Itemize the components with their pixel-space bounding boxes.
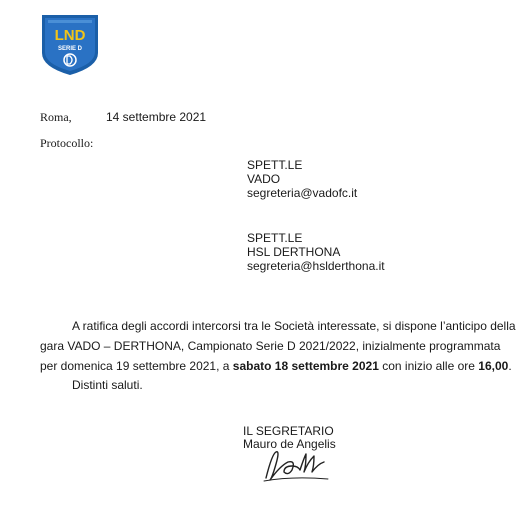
recipient-salutation: SPETT.LE: [247, 231, 303, 245]
body-line: A ratifica degli accordi intercorsi tra le Società interessate, si dispone l’anticipo della: [72, 319, 516, 333]
svg-text:SERIE D: SERIE D: [57, 46, 83, 52]
kickoff-time: 16,00: [478, 359, 509, 373]
recipient-salutation: SPETT.LE: [247, 158, 303, 172]
recipient-name: VADO: [247, 172, 281, 186]
body-text: con inizio alle ore: [378, 359, 479, 373]
new-date: sabato 18 settembre 2021: [232, 359, 379, 373]
handwritten-signature: [262, 448, 330, 484]
protocol-label: Protocollo:: [40, 136, 94, 150]
body-text: .: [508, 359, 512, 373]
letter-date: 14 settembre 2021: [106, 110, 207, 124]
closing-salutation: Distinti saluti.: [72, 378, 143, 392]
svg-text:LND: LND: [54, 27, 86, 44]
recipient-block: [247, 231, 385, 273]
recipient-block: [247, 158, 357, 200]
recipient-email: segreteria@vadofc.it: [247, 186, 358, 200]
lnd-serie-d-logo: [40, 13, 100, 77]
place-label: Roma,: [40, 110, 72, 124]
signatory-title: IL SEGRETARIO: [243, 424, 334, 438]
body-text: per domenica 19 settembre 2021, a: [40, 359, 233, 373]
signatory-name: Mauro de Angelis: [243, 437, 336, 451]
body-line: gara VADO – DERTHONA, Campionato Serie D 2021/2022, inizialmente programmata: [40, 339, 501, 353]
body-paragraph: [40, 316, 516, 376]
recipient-name: HSL DERTHONA: [247, 245, 341, 259]
recipient-email: segreteria@hslderthona.it: [247, 259, 385, 273]
